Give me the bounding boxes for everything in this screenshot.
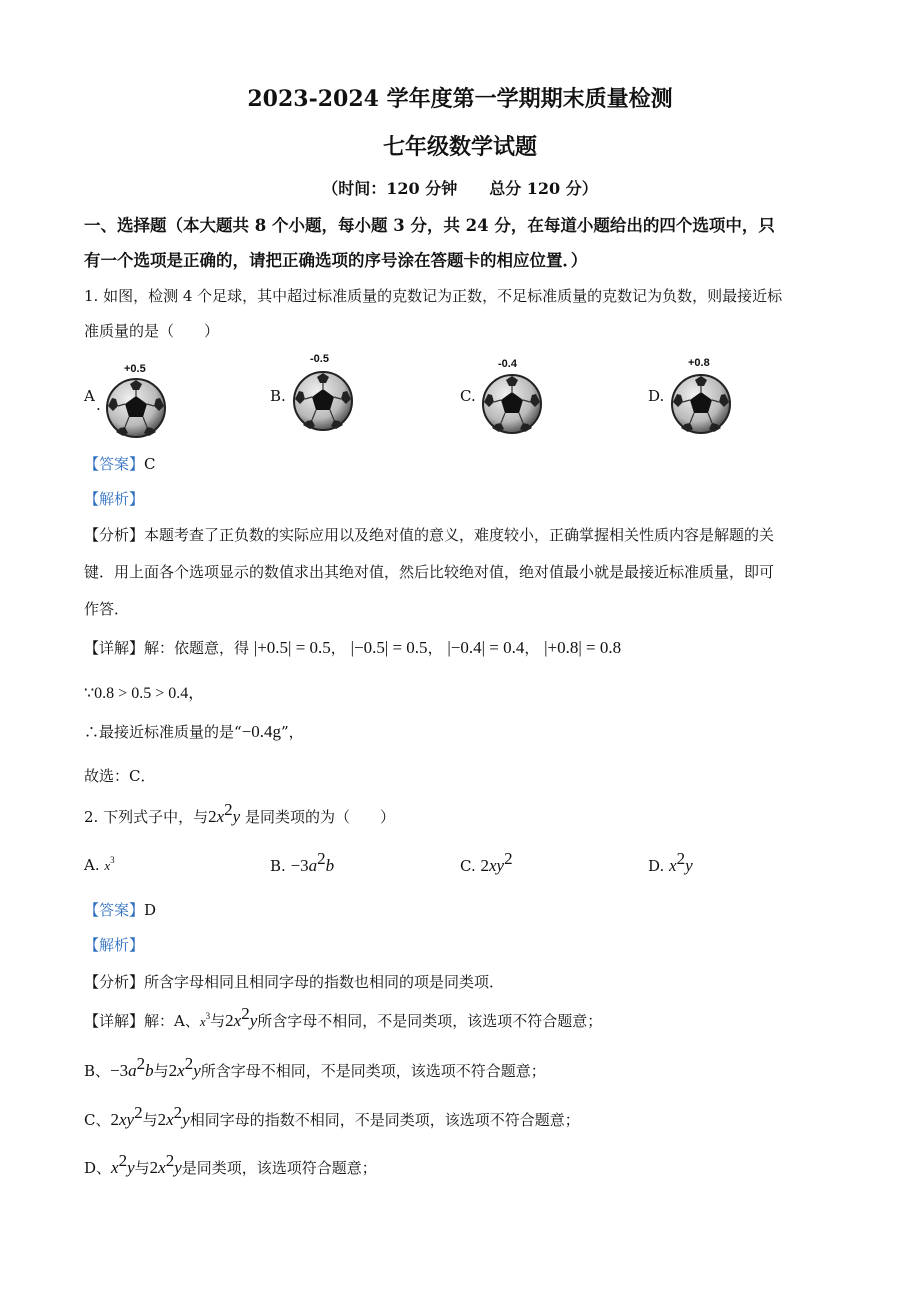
q2-detail-c: C、$2xy^2$与$2x^2y$相同字母的指数不相同，不是同类项，该选项不符合题意； [84,1103,580,1129]
q1-conclusion: 故选：C． [84,767,156,785]
q2-option-c[interactable]: C. $2xy^2$ [460,849,513,875]
detail-tag: 【详解】 [84,639,145,657]
exam-subtitle: 七年级数学试题 [382,134,537,160]
q2-option-b-letter: B. [270,857,286,875]
therefore-text: ∴最接近标准质量的是“ [84,723,242,741]
fenxi-text: 本题考查了正负数的实际应用以及绝对值的意义，难度较小，正确掌握相关性质内容是解题的关 [144,526,775,544]
q2-stem-prefix: 2. 下列式子中，与 [84,808,209,826]
q1-option-c-letter[interactable]: C. [460,387,476,405]
q2-stem-suffix: 是同类项的为（ ） [244,808,395,826]
fenxi-tag: 【分析】 [84,973,145,991]
q1-option-d-soccer-ball-icon [671,374,731,434]
abs-value-1: |+0.5| = 0.5 [253,638,331,657]
fenxi-text: 所含字母相同且相同字母的指数也相同的项是同类项． [144,973,505,991]
q1-detail-line: 【详解】解：依题意，得 |+0.5| = 0.5， |−0.5| = 0.5， |−0.4| = 0.4， |+0.8| = 0.8 [84,638,622,657]
detail-c-prefix: C、 [84,1111,111,1129]
q1-option-d-label: +0.8 [688,357,710,369]
q1-option-a-soccer-ball-icon [106,378,166,438]
q1-option-a-label: +0.5 [124,363,146,375]
q1-option-c-soccer-ball-icon [482,374,542,434]
q1-option-a-letter[interactable]: A [84,387,95,405]
answer-tag: 【答案】 [84,455,145,473]
detail-a-prefix: 解：A、 [144,1012,200,1030]
q2-detail-b: B、$-3a^2b$与$2x^2y$所含字母不相同，不是同类项，该选项不符合题意； [84,1054,546,1080]
abs-value-3: |−0.4| = 0.4 [447,638,525,657]
detail-d-suffix: 是同类项，该选项符合题意； [181,1159,377,1177]
q1-fenxi-line2: 键．用上面各个选项显示的数值求出其绝对值，然后比较绝对值，绝对值最小就是最接近标准质量，即可 [84,563,775,581]
detail-prefix: 解：依题意，得 [144,639,250,657]
fenxi-tag: 【分析】 [84,526,145,544]
q1-therefore-line [84,721,304,742]
answer-value: C [144,455,156,473]
q1-fenxi-line1 [84,524,774,545]
q1-analysis-tag: 【解析】 [84,490,145,508]
q2-detail-d: D、$x^2y$与$2x^2y$是同类项，该选项符合题意； [84,1151,377,1177]
detail-b-suffix: 所含字母不相同，不是同类项，该选项不符合题意； [200,1062,546,1080]
therefore-end: ”， [281,723,304,741]
time-info: （时间：120 分钟 总分 120 分） [322,179,598,198]
exam-title: 2023-2024 学年度第一学期期末质量检测 [247,86,673,112]
detail-tag: 【详解】 [84,1012,145,1030]
q1-option-b-letter[interactable]: B. [270,387,286,405]
section-heading-line2: 有一个选项是正确的，请把正确选项的序号涂在答题卡的相应位置．） [84,251,588,270]
q1-fenxi-line3: 作答． [84,600,130,618]
q2-analysis-tag: 【解析】 [84,936,145,954]
q2-option-d[interactable]: D. $x^2y$ [648,849,693,875]
q2-option-a[interactable]: A. $x^3$ [84,855,115,874]
q1-option-d-letter[interactable]: D. [648,387,665,405]
section-heading-line1: 一、选择题（本大题共 8 个小题，每小题 3 分，共 24 分，在每道小题给出的四个选项中，只 [84,216,775,235]
answer-value: D [144,901,157,919]
detail-b-mid: 与 [153,1062,169,1080]
detail-c-mid: 与 [142,1111,158,1129]
detail-c-suffix: 相同字母的指数不相同，不是同类项，该选项不符合题意； [189,1111,580,1129]
q1-option-a-dot: · [96,400,101,418]
detail-a-suffix: 所含字母不相同，不是同类项，该选项不符合题意； [257,1012,603,1030]
q2-option-b[interactable]: B. $-3a^2b$ [270,849,335,875]
q1-stem-line1: 1. 如图，检测 4 个足球，其中超过标准质量的克数记为正数，不足标准质量的克数记为负数，则最接近标 [84,287,783,305]
q2-detail-a: 【详解】解：A、$x^3$与$2x^2y$所含字母不相同，不是同类项，该选项不符合题意； [84,1004,603,1030]
q1-option-b-soccer-ball-icon [293,371,353,431]
detail-b-prefix: B、 [84,1062,111,1080]
q1-answer [84,453,156,474]
q1-since-line: ∵0.8 > 0.5 > 0.4， [84,685,205,702]
detail-d-prefix: D、 [84,1159,112,1177]
abs-value-4: |+0.8| = 0.8 [544,638,622,657]
therefore-value: −0.4g [241,722,282,741]
q2-fenxi [84,971,504,992]
abs-value-2: |−0.5| = 0.5 [350,638,428,657]
answer-tag: 【答案】 [84,901,145,919]
q2-stem: 2. 下列式子中，与$2x^2y$ 是同类项的为（ ） [84,800,395,826]
q2-option-d-letter: D. [648,857,665,875]
detail-a-mid: 与 [210,1012,226,1030]
q2-option-c-letter: C. [460,857,476,875]
q1-option-c-label: -0.4 [498,358,517,370]
detail-d-mid: 与 [134,1159,150,1177]
q2-option-a-letter: A. [84,856,100,874]
q1-option-b-label: -0.5 [310,353,329,365]
q2-answer [84,899,156,920]
q1-stem-line2: 准质量的是（ ） [84,322,220,340]
